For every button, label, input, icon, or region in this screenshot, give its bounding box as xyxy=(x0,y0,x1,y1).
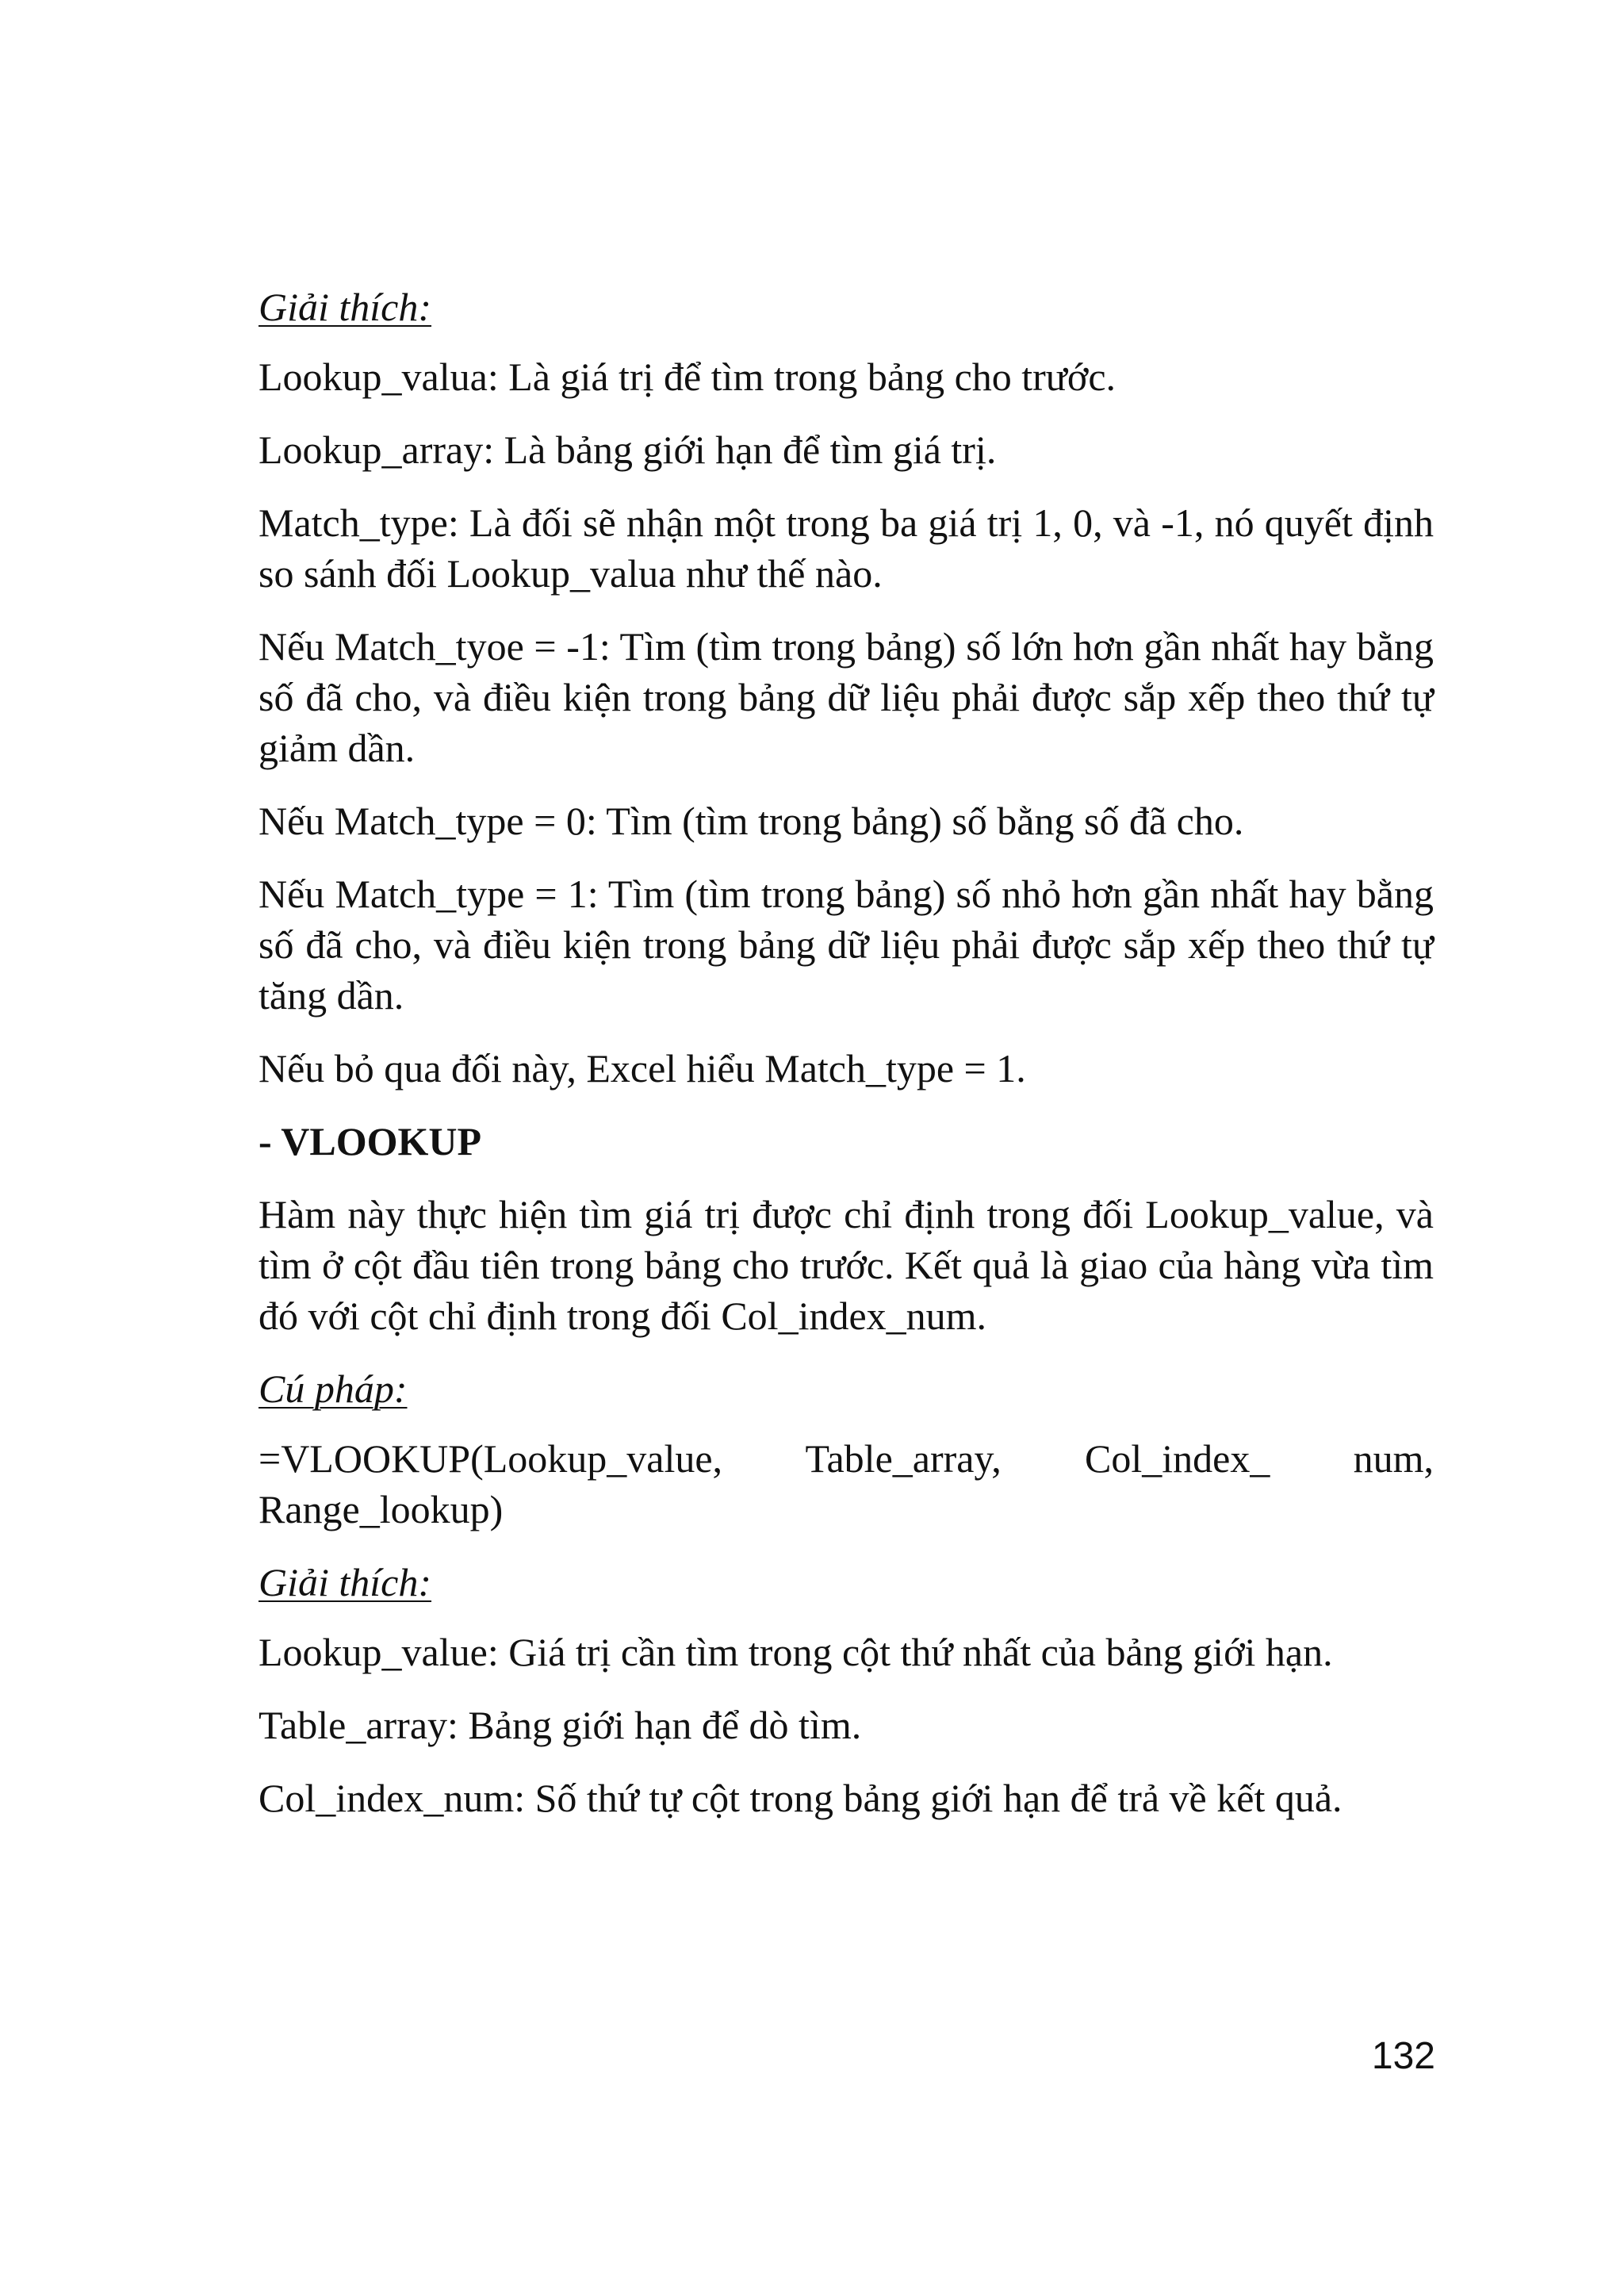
paragraph-match-type: Match_type: Là đối sẽ nhận một trong ba giá trị 1, 0, và -1, nó quyết định so sánh đối Lookup_valua như thế nào. xyxy=(259,500,1434,596)
section-heading-cu-phap: Cú pháp: xyxy=(259,1366,408,1411)
paragraph-match-type-0: Nếu Match_type = 0: Tìm (tìm trong bảng) số bằng số đã cho. xyxy=(259,799,1244,843)
paragraph-match-type-minus1: Nếu Match_tyoe = -1: Tìm (tìm trong bảng) số lớn hơn gần nhất hay bằng số đã cho, và điều kiện trong bảng dữ liệu phải được sắp xếp theo thứ tự giảm dần. xyxy=(259,624,1434,770)
paragraph-match-type-1: Nếu Match_type = 1: Tìm (tìm trong bảng) số nhỏ hơn gần nhất hay bằng số đã cho, và điều kiện trong bảng dữ liệu phải được sắp xếp theo thứ tự tăng dần. xyxy=(259,872,1434,1018)
paragraph-col-index-num: Col_index_num: Số thứ tự cột trong bảng giới hạn để trả về kết quả. xyxy=(259,1776,1342,1820)
section-heading-giai-thich: Giải thích: xyxy=(259,285,432,329)
page-number: 132 xyxy=(1371,2035,1435,2077)
text-column xyxy=(259,282,1434,1846)
section-heading-giai-thich-2: Giải thích: xyxy=(259,1560,432,1604)
paragraph-default-match-type: Nếu bỏ qua đối này, Excel hiểu Match_type = 1. xyxy=(259,1046,1026,1091)
paragraph-table-array: Table_array: Bảng giới hạn để dò tìm. xyxy=(259,1703,862,1747)
paragraph-lookup-array: Lookup_array: Là bảng giới hạn để tìm giá trị. xyxy=(259,427,997,472)
paragraph-lookup-valua: Lookup_valua: Là giá trị để tìm trong bảng cho trước. xyxy=(259,355,1116,399)
paragraph-lookup-value: Lookup_value: Giá trị cần tìm trong cột thứ nhất của bảng giới hạn. xyxy=(259,1630,1333,1674)
vlookup-syntax: =VLOOKUP(Lookup_value, Table_array, Col_index_ num, Range_lookup) xyxy=(259,1436,1434,1531)
paragraph-vlookup-description: Hàm này thực hiện tìm giá trị được chỉ định trong đối Lookup_value, và tìm ở cột đầu tiên trong bảng cho trước. Kết quả là giao của hàng vừa tìm đó với cột chỉ định trong đối Col_index_num. xyxy=(259,1192,1434,1338)
vlookup-heading: - VLOOKUP xyxy=(259,1119,482,1163)
